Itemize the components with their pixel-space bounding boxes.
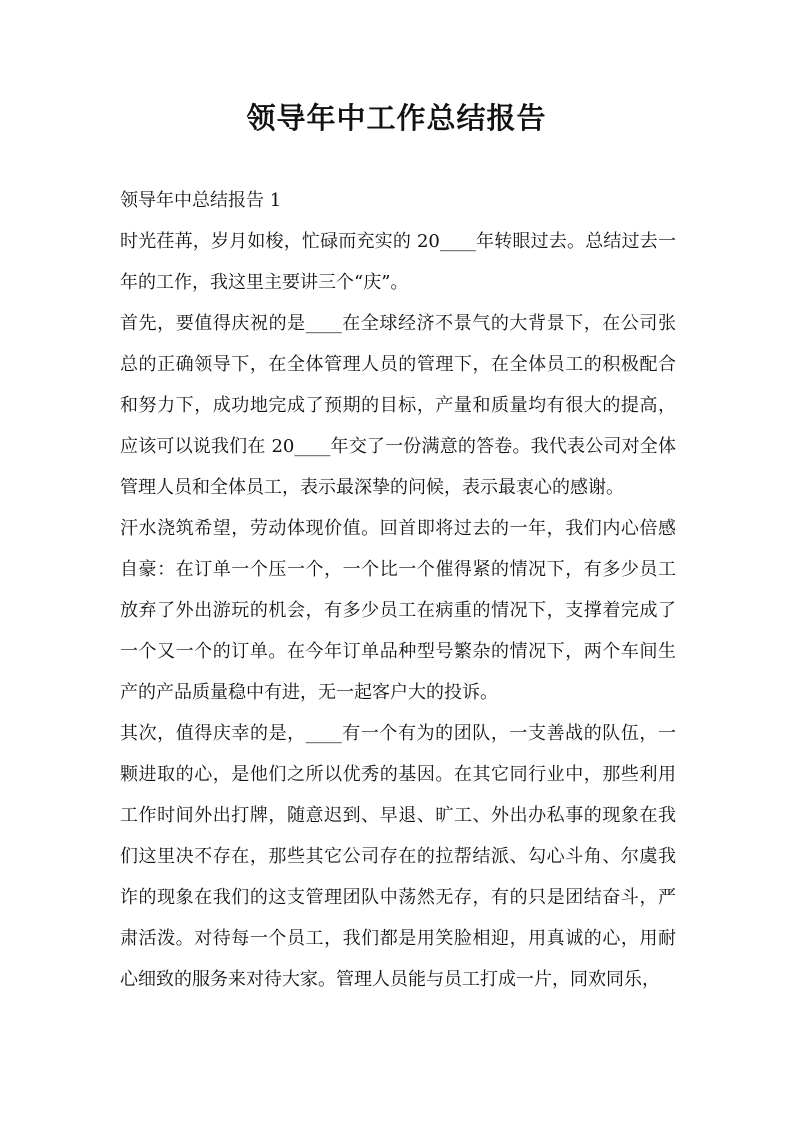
document-body (120, 180, 676, 1000)
document-title: 领导年中工作总结报告 (246, 101, 547, 135)
paragraph: 汗水浇筑希望，劳动体现价值。回首即将过去的一年，我们内心倍感自豪：在订单一个压一个，一个比一个催得紧的情况下，有多少员工放弃了外出游玩的机会，有多少员工在病重的情况下，支撑着完成了一个又一个的订单。在今年订单品种型号繁杂的情况下，两个车间生产的产品质量稳中有进，无一起客户大的投诉。 (120, 518, 676, 703)
paragraph: 首先，要值得庆祝的是____在全球经济不景气的大背景下，在公司张总的正确领导下，在全体管理人员的管理下，在全体员工的积极配合和努力下，成功地完成了预期的目标，产量和质量均有很大的提高，应该可以说我们在 20____年交了一份满意的答卷。我代表公司对全体管理人员和全体员工，表示最深挚的问候，表示最衷心的感谢。 (120, 313, 676, 498)
paragraph: 其次，值得庆幸的是，____有一个有为的团队，一支善战的队伍，一颗进取的心，是他们之所以优秀的基因。在其它同行业中，那些利用工作时间外出打牌，随意迟到、早退、旷工、外出办私事的现象在我们这里决不存在，那些其它公司存在的拉帮结派、勾心斗角、尔虞我诈的现象在我们的这支管理团队中荡然无存，有的只是团结奋斗，严肃活泼。对待每一个员工，我们都是用笑脸相迎，用真诚的心，用耐心细致的服务来对待大家。管理人员能与员工打成一片，同欢同乐， (120, 723, 676, 990)
section-subtitle: 领导年中总结报告 1 (120, 190, 282, 211)
paragraph: 时光荏苒，岁月如梭，忙碌而充实的 20____年转眼过去。总结过去一年的工作，我这里主要讲三个“庆”。 (120, 231, 676, 293)
